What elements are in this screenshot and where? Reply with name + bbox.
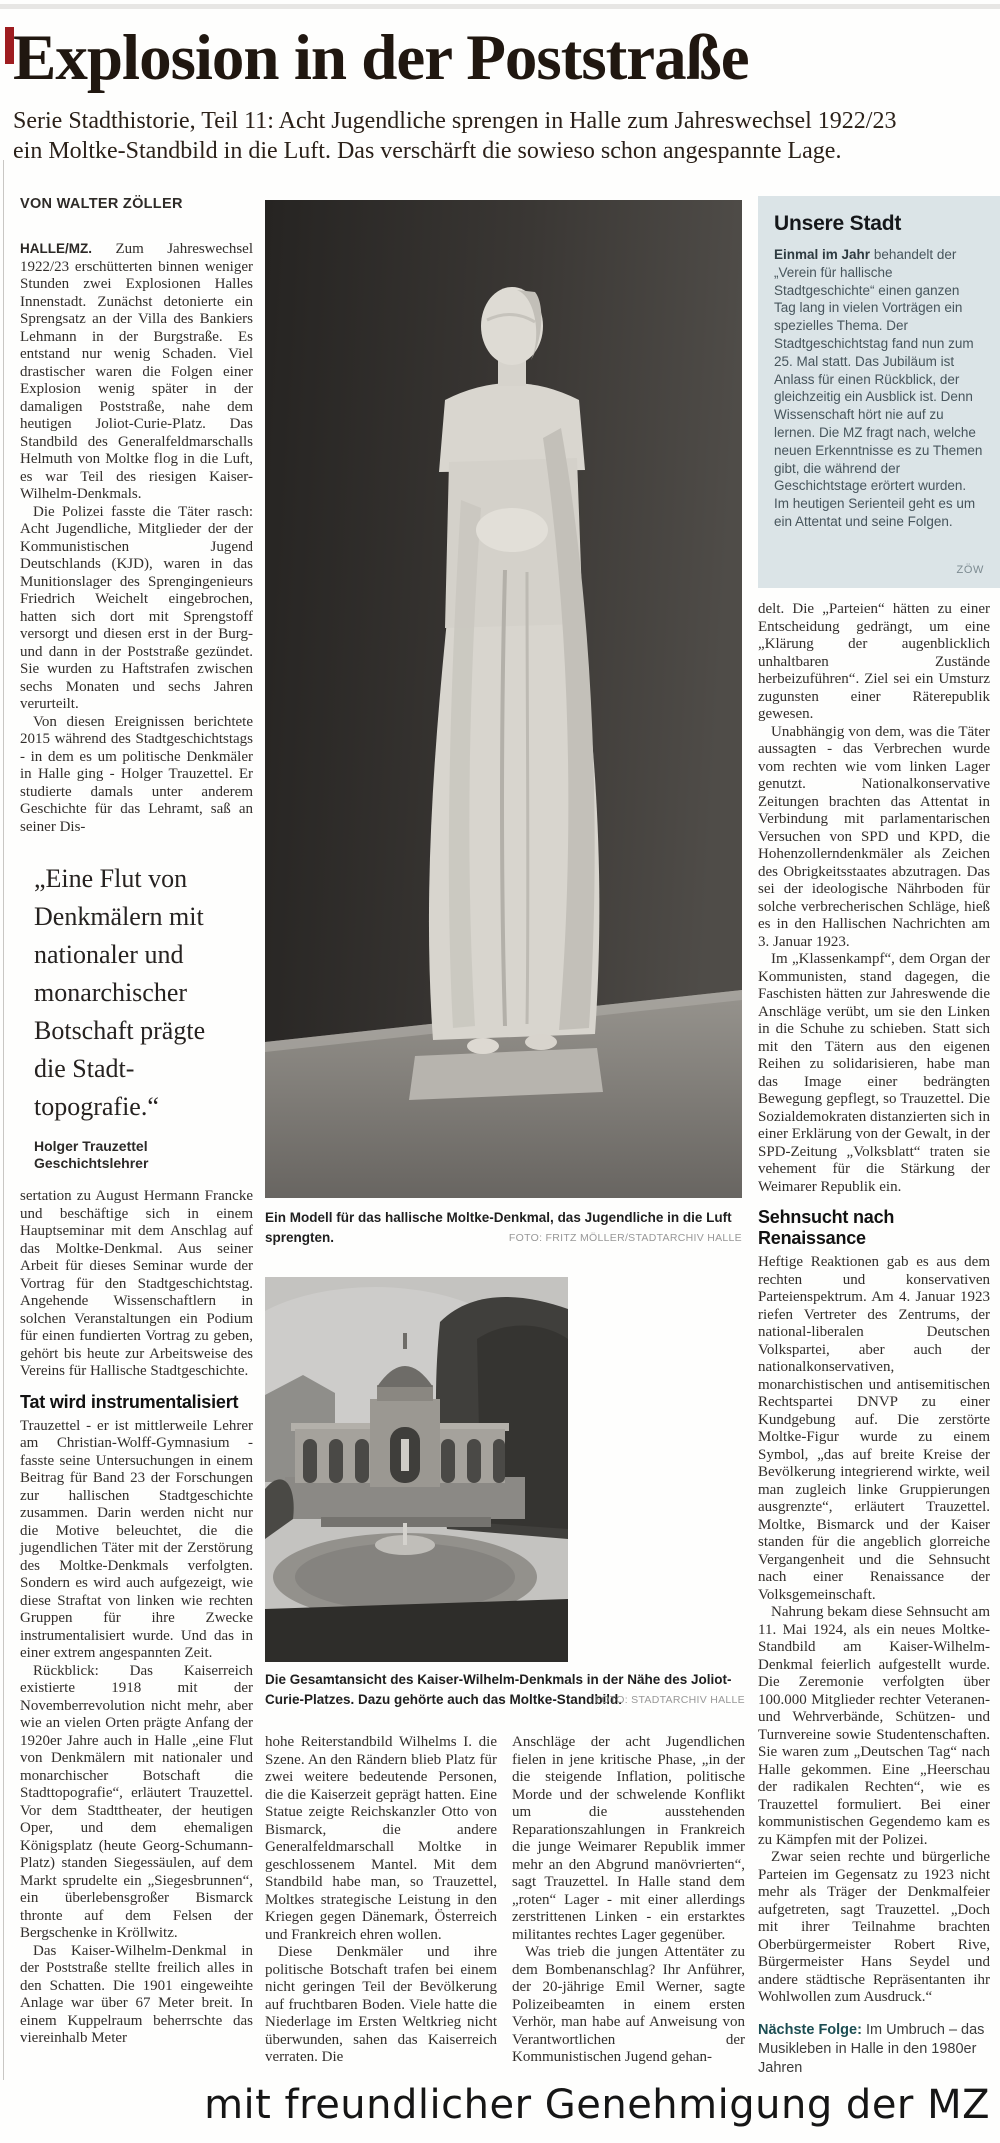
paragraph: Diese Denkmäler und ihre politische Botschaft trafen bei einem nicht geringen Teil der Bevölkerung auf fruchtbaren Boden. Viele hatte die Niederlage im Ersten Weltkrieg nicht überwunden, sahen das Kaiserreich verraten. Die — [265, 1944, 497, 2065]
text-line: Serie Stadthistorie, Teil 11: Acht Jugendliche sprengen in Halle zum Jahreswechsel 1922/23 — [13, 108, 897, 134]
text-line: nationaler und — [34, 940, 184, 969]
paragraph: Trauzettel - er ist mittlerweile Lehrer am Christian-Wolff-Gymnasium - fasste seine Untersuchungen in einem Beitrag für Band 23 der Forschungen zur hallischen Stadtgeschichte zusammen. Darin werden nicht nur die Motive beleuchtet, die die jugendlichen Täter mit der Zerstörung des Moltke-Denkmals verfolgten. Sondern es wird auch aufgezeigt, wie diese Straftat von linken wie rechten Gruppen für ihre Zwecke instrumentalisiert wurde. Und das in einer extrem angespannten Zeit. — [20, 1417, 253, 1661]
paragraph: Das Kaiser-Wilhelm-Denkmal in der Poststraße stellte freilich alles in den Schatten. Die 1901 eingeweihte Anlage war über 67 Meter breit. In einem Kuppelraum beherrschte das viereinhalb Meter — [20, 1942, 253, 2046]
column1-paragraphs-mid — [20, 1188, 253, 1381]
text-line: Botschaft prägte — [34, 1016, 206, 1045]
photo1-credit: FOTO: FRITZ MÖLLER/STADTARCHIV HALLE — [508, 1232, 742, 1244]
paragraph: Im „Klassenkampf“, dem Organ der Kommunisten, stand dagegen, die Faschisten hätten zur Jahreswende die Anschläge verübt, um sie den Linken in die Schuhe zu schieben. Statt sich mit den Tätern aus den eigenen Reihen zu solidarisieren, habe man das Image einer bedrängten Bewegung gepflegt, so Trauzettel. Die Sozialdemokraten distanzierten sich in einer Erklärung von der Gewalt, in der SPD-Zeitung „Volksblatt“ traten sie vehement für die Stärkung der Weimarer Republik ein. — [758, 951, 991, 1195]
next-episode-note — [758, 2021, 990, 2078]
paragraph: sertation zu August Hermann Francke und beschäftige sich in einem Hauptseminar mit dem Anschlag auf das Moltke-Denkmal. Aus seiner Arbeit für dieses Seminar wurde der Vortrag für den Stadtgeschichtstag. Angehende Wissenschaftlern in solchen Veranstaltungen ein Podium für einen fundierten Vortrag zu geben, gehört bis heute zur Arbeitsweise des Vereins für Hallische Stadtgeschichte. — [20, 1188, 253, 1379]
column4-paragraphs-top — [758, 601, 990, 1196]
next-episode-text: Im Umbruch – das Musikleben in Halle in den 1980er Jahren — [758, 2021, 985, 2076]
monument-illustration — [265, 1277, 568, 1662]
pull-quote-text — [34, 860, 253, 1126]
photo-kaiser-wilhelm-denkmal — [265, 1277, 568, 1662]
section-title-renaissance: Sehnsucht nach Renaissance — [758, 1207, 895, 1248]
text-line: die Stadt- — [34, 1054, 135, 1083]
dateline: HALLE/MZ. — [20, 241, 92, 256]
pull-quote-author: Holger Trauzettel — [34, 1138, 148, 1154]
paragraph: Nahrung bekam diese Sehnsucht am 11. Mai 1924, als ein neues Moltke-Standbild am Kaiser-Wilhelm-Denkmal feierlich aufgestellt wurde. Die Zeremonie verfolgten über 100.000 Mitglieder rechter Veteranen- und Wehrverbände, Schützen- und Turnvereine sowie Studentenschaften. Sie waren zum „Deutschen Tag“ nach Halle gekommen. Eine „Heerschau der radikalen Rechten“, wie es Trauzettel formuliert. Bei einer kommunistischen Gegendemo kam es zu Kämpfen mit der Polizei. — [758, 1604, 990, 1848]
sidebar-body — [774, 246, 984, 531]
text-line: monarchischer — [34, 978, 188, 1007]
paragraph: delt. Die „Parteien“ hätten zu einer Entscheidung gedrängt, um eine „Klärung der augenblicklich unhaltbaren Zustände herbeizuführen“. Ziel sei ein Umsturz zugunsten einer Räterepublik gewesen. — [758, 601, 990, 722]
photo1-caption-text: Ein Modell für das hallische Moltke-Denkmal, das Jugendliche in die Luft sprengten. — [265, 1210, 732, 1245]
pull-quote-role: Geschichtslehrer — [34, 1155, 149, 1171]
sidebar-signature: ZÖW — [956, 564, 984, 576]
next-episode-label: Nächste Folge: — [758, 2021, 862, 2038]
sidebar-lead: Einmal im Jahr — [774, 247, 871, 262]
article-column-1 — [20, 240, 253, 2048]
byline: VON WALTER ZÖLLER — [20, 196, 183, 212]
paragraph: Heftige Reaktionen gab es aus dem rechten und konservativen Parteienspektrum. Am 4. Januar 1923 riefen Vertreter des Zentrums, der national-liberalen Deutschen Volkspartei, aber auch der nationalkonservativen, monarchistischen und antisemitischen Rechtspartei DNVP zu einer Kundgebung auf. Die zerstörte Moltke-Figur wurde zu einem Symbol, „das auf breite Kreise der Bevölkerung integrierend wirkte, weil man zugleich linke Gruppierungen ausgrenzte“, erläutert Trauzettel. Moltke, Bismarck und der Kaiser standen für die angeblich glorreiche Vergangenheit und die Sehnsucht nach einer Renaissance der Volksgemeinschaft. — [758, 1254, 990, 1603]
paragraph: Von diesen Ereignissen berichtete 2015 während des Stadtgeschichtstags - in dem es um politische Denkmäler in Halle ging - Holger Trauzettel. Er studierte damals unter anderem Geschichte für das Lehramt, saß an seiner Dis- — [20, 713, 253, 835]
column4-paragraphs-bottom — [758, 1254, 990, 2007]
lead-paragraph — [20, 240, 253, 504]
subhead — [13, 106, 983, 166]
headline: Explosion in der Poststraße — [13, 22, 749, 94]
photo2-credit: FOTO: STADTARCHIV HALLE — [594, 1694, 745, 1706]
sidebar-title: Unsere Stadt — [774, 212, 902, 235]
article-column-3 — [512, 1734, 745, 2067]
photo2-caption — [265, 1670, 745, 1712]
paragraph: Anschläge der acht Jugendlichen fielen in jene kritische Phase, „in der die steigende Inflation, politische Morde und der schwelende Konflikt um die ausstehenden Reparationszahlungen in Frankreich die junge Weimarer Republik immer mehr an den Abgrund manövrierten“, sagt Trauzettel. In Halle stand dem „roten“ Lager - mit einer allerdings zerstrittenen Linken - ein erstarktes militantes rechtes Lager gegenüber. — [512, 1734, 745, 1943]
paragraph: Unabhängig von dem, was die Täter aussagten - das Verbrechen wurde vom rechten wie vom linken Lager genutzt. Nationalkonservative Zeitungen brachten das Attentat in Verbindung mit parlamentarischen Versuchen von SPD und KPD, die Hohenzollerndenkmäler als Zeichen des Obrigkeitsstaates abzutragen. Das sei der ideologische Nährboden für solche verbrecherischen Schläge, hieß es in den Hallischen Nachrichten am 3. Januar 1923. — [758, 723, 990, 950]
section-title-instrumentalisiert: Tat wird instrumentalisiert — [20, 1391, 239, 1412]
article-column-2 — [265, 1734, 497, 2067]
text-line: ein Moltke-Standbild in die Luft. Das verschärft die sowieso schon angespannte Lage. — [13, 138, 842, 164]
photo2-caption-text: Die Gesamtansicht des Kaiser-Wilhelm-Denkmals in der Nähe des Joliot-Curie-Platzes. Dazu gehörte auch das Moltke-Standbild. — [265, 1672, 732, 1707]
paragraph: Rückblick: Das Kaiserreich existierte 1918 mit der Novemberrevolution nicht mehr, aber wie an vielen Orten prägte Anfang der 1920er Jahre auch in Halle „eine Flut von Denkmälern mit nationaler und monarchischer Botschaft die Stadttopografie“, erläutert Trauzettel. Vor dem Stadttheater, der heutigen Oper, und dem ehemaligen Königsplatz (heute Georg-Schumann-Platz) standen Siegessäulen, auf dem Markt sprudelte ein „Siegesbrunnen“, ein überlebensgroßer Bismarck thronte auf dem Felsen der Bergschenke in Kröllwitz. — [20, 1662, 253, 1941]
page-edge-rule — [3, 160, 4, 2080]
courtesy-note: mit freundlicher Genehmigung der MZ — [204, 2082, 990, 2128]
lead-text: Zum Jahreswechsel 1922/23 erschütterten binnen weniger Stunden zwei Explosionen Halles Innenstadt. Zunächst detonierte ein Sprengsatz an der Villa des Bankiers Lehmann in der Burgstraße. Es entstand nur wenig Schaden. Viel drastischer waren die Folgen einer Explosion wenig später in der damaligen Poststraße, nahe dem heutigen Joliot-Curie-Platz. Das Standbild des Generalfeldmarschalls Helmuth von Moltke flog in die Luft, es war Teil des riesigen Kaiser-Wilhelm-Denkmals. — [20, 241, 253, 502]
column1-paragraphs-top — [20, 504, 253, 837]
photo1-caption — [265, 1208, 742, 1250]
text-line: topografie.“ — [34, 1092, 159, 1121]
text-line: „Eine Flut von — [34, 864, 188, 893]
paragraph: Zwar seien rechte und bürgerliche Parteien im Gegensatz zu 1923 nicht mehr als Träger der Denkmalfeier aufgetreten, sagt Trauzettel. „Doch mit ihrer Teilnahme brachten Oberbürgermeister Robert Rive, Bürgermeister Hans Seydel und andere städtische Repräsentanten ihr Wohlwollen zum Ausdruck.“ — [758, 1849, 990, 2005]
article-column-4 — [758, 601, 990, 2078]
pull-quote — [34, 860, 253, 1172]
photo-moltke-model — [265, 200, 742, 1198]
paragraph: hohe Reiterstandbild Wilhelms I. die Szene. An den Rändern blieb Platz für zwei weitere bedeutende Personen, die die Kaiserzeit geprägt hatten. Eine Statue zeigte Reichskanzler Otto von Bismarck, die andere Generalfeldmarschall Moltke in geschlossenem Mantel. Mit dem Standbild habe man, so Trauzettel, Moltkes strategische Leistung in den Kriegen gegen Dänemark, Österreich und Frankreich ehren wollen. — [265, 1734, 497, 1943]
scan-edge — [0, 4, 1000, 9]
column1-paragraphs-bottom — [20, 1418, 253, 2048]
text-line: Denkmälern mit — [34, 902, 204, 931]
statue-illustration — [265, 200, 742, 1198]
paragraph: Was trieb die jungen Attentäter zu dem Bombenanschlag? Ihr Anführer, der 20-jährige Emil Werner, sagte Polizeibeamten in einem ersten Verhör, man habe auf Anweisung von Verantwortlichen der Kommunistischen Jugend gehan- — [512, 1944, 745, 2065]
sidebar-body-text: behandelt der „Verein für hallische Stadtgeschichte“ einen ganzen Tag lang in vielen Vorträgen ein spezielles Thema. Der Stadtgeschichtstag fand nun zum 25. Mal statt. Das Jubiläum ist Anlass für einen Rückblick, der gleichzeitig ein Ausblick ist. Denn Wissenschaft hört nie auf zu lernen. Die MZ fragt nach, welche neuen Erkenntnisse es zu Themen gibt, die während der Geschichtstage erörtert wurden. Im heutigen Serienteil geht es um ein Attentat und seine Folgen. — [774, 247, 983, 529]
sidebar-unsere-stadt — [758, 196, 1000, 588]
paragraph: Die Polizei fasste die Täter rasch: Acht Jugendliche, Mitglieder der der Kommunistischen Jugend Deutschlands (KJD), waren in das Munitionslager des Sprengingenieurs Friedrich Weichelt eingebrochen, hatten sich dort mit Sprengstoff versorgt und diesen erst in der Burg- und dann in der Poststraße gezündet. Sie wurden zu Haftstrafen zwischen sechs Monaten und sechs Jahren verurteilt. — [20, 503, 253, 712]
